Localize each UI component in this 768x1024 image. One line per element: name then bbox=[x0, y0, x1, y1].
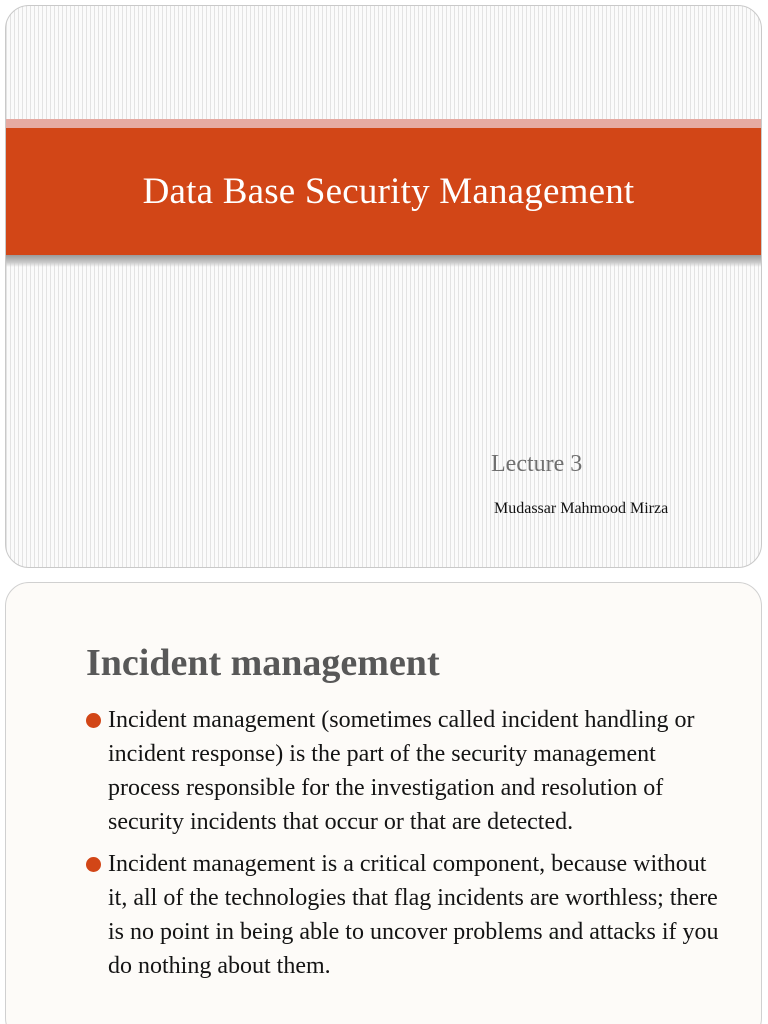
slide-author: Mudassar Mahmood Mirza bbox=[494, 500, 669, 517]
bullet-text: Incident management (sometimes called incident handling or incident response) is the part of the security management process responsible for the investigation and resolution of security incidents that occur or that are detected. bbox=[108, 707, 695, 835]
bullet-text: Incident management is a critical component, because without it, all of the technologies that flag incidents are worthless; there is no point in being able to uncover problems and attacks if you do nothing about them. bbox=[108, 851, 719, 979]
bullet-dot-icon bbox=[86, 857, 101, 872]
slide-title: Data Base Security Management bbox=[142, 171, 635, 212]
title-band-shadow bbox=[6, 255, 761, 267]
bullet-item bbox=[84, 703, 724, 839]
bullet-item bbox=[84, 847, 724, 983]
bullet-list bbox=[84, 703, 724, 991]
section-heading: Incident management bbox=[86, 642, 440, 684]
title-band bbox=[6, 128, 761, 255]
slide-subtitle: Lecture 3 bbox=[491, 451, 583, 477]
bullet-dot-icon bbox=[86, 713, 101, 728]
content-slide bbox=[5, 582, 762, 1024]
title-slide bbox=[5, 5, 762, 568]
